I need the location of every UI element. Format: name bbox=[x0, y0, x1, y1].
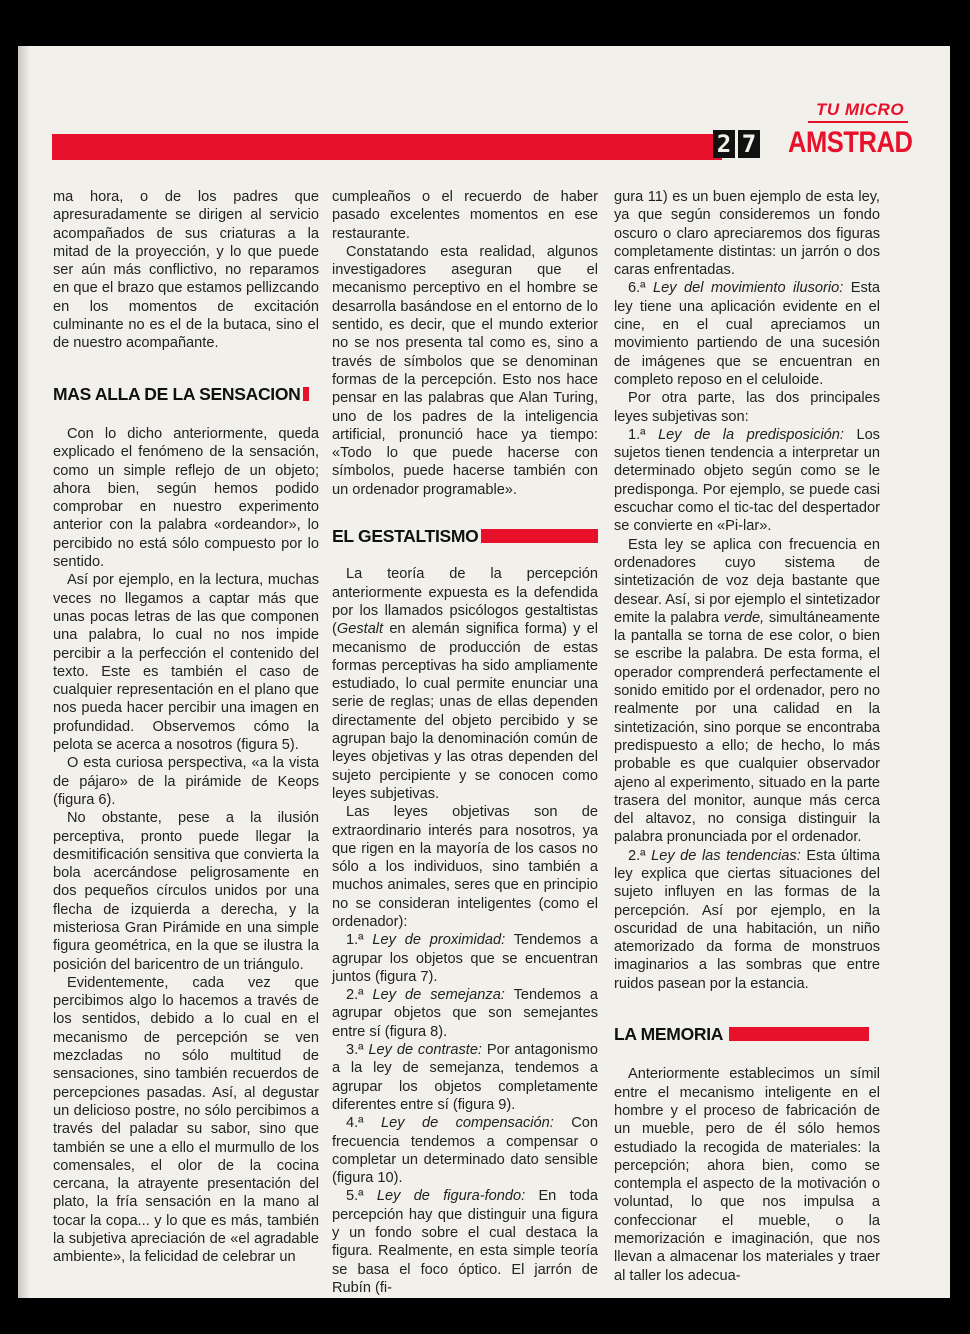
paragraph: Anteriormente establecimos un símil entre el mecanismo inteligente en el hombre y el proceso de fabricación de un mueble, pero de él sólo hemos estudiado la recogida de materiales: la percepción; ahora bien, como se contempla el aspecto de la motivación o voluntad, lo que nos impulsa a confeccionar el mueble, o la memorización e imaginación, que nos llevan a almacenar los materiales y traer al taller los adecua- bbox=[614, 1066, 880, 1284]
page-digit: 2 bbox=[713, 130, 735, 158]
magazine-name: TU MICRO bbox=[816, 100, 905, 119]
header-red-bar bbox=[52, 134, 722, 160]
law-number: 4.ª bbox=[346, 1115, 382, 1132]
column-2 bbox=[332, 188, 598, 1297]
law-item bbox=[614, 426, 880, 536]
law-item bbox=[614, 279, 880, 389]
law-item bbox=[332, 1187, 598, 1297]
heading-red-bar bbox=[729, 1027, 869, 1041]
text-run: en alemán significa forma) y el mecanismo de producción de estas formas perceptivas ha sido ampliamente estudiado, lo cual permite enunciar una serie de reglas; unas de ellas dependen directamente del objeto percibido y se agrupan bajo la denominación común de leyes objetivas y las otras dependen del sujeto percipiente y se conocen como leyes subjetivas. bbox=[332, 621, 598, 802]
paragraph bbox=[614, 536, 880, 847]
heading-text: MAS ALLA DE LA SENSACION bbox=[53, 383, 301, 404]
law-item bbox=[332, 1114, 598, 1187]
page-spine-shadow bbox=[18, 46, 30, 1298]
paragraph: Así por ejemplo, en la lectura, muchas veces no llegamos a captar más que unas pocas letras de las que componen una palabra, lo cual no nos impide percibir a la perfección el contenido del texto. Este es también el caso de cualquier representación en el plano que nos pueda hacer percibir una imagen en profundidad. Observemos cómo la pelota se acerca a nosotros (figura 5). bbox=[53, 572, 319, 754]
heading-red-bar bbox=[481, 529, 599, 543]
page-digit: 7 bbox=[738, 130, 760, 158]
italic-text: Gestalt bbox=[336, 621, 384, 638]
law-text: Esta ley tiene una aplicación evidente en el cine, en el cual apreciamos un movimiento partiendo de una sucesión de imágenes que se encuentran en completo reposo en el celuloide. bbox=[614, 280, 880, 388]
column-1 bbox=[53, 188, 319, 1267]
law-name: Ley de proximidad: bbox=[372, 932, 506, 949]
law-name: Ley de figura-fondo: bbox=[376, 1188, 526, 1205]
law-text: Tendemos a agrupar objetos que son semejantes entre sí (figura 8). bbox=[332, 987, 598, 1040]
text-run: simultáneamente la pantalla se torna de ese color, o bien se escribe la palabra. De esta forma, el operador comprenderá perfectamente el sonido emitido por el ordenador, pero no realmente por una calidad en la sintetización, sino porque se encontraba predispuesto a ello; de hecho, lo más probable es que cualquier observador ajeno al experimento, situado en la parte trasera del monitor, aunque más cerca del altavoz, no consiga distinguir la palabra pronunciada por el ordenador. bbox=[614, 609, 880, 846]
law-text: Por antagonismo a la ley de semejanza, tendemos a agrupar los objetos completamente diferentes entre sí (figura 9). bbox=[332, 1042, 598, 1113]
magazine-page bbox=[18, 46, 950, 1298]
brand-logo-text: AMSTRAD bbox=[788, 126, 913, 159]
column-3 bbox=[614, 188, 880, 1285]
law-number: 3.ª bbox=[346, 1042, 369, 1059]
paragraph: No obstante, pese a la ilusión perceptiva, pronto puede llegar la desmitificación sensitiva que convierta la bola acercándose peligrosamente en dos pequeños círculos unidos por una flecha de izquierda a derecha, y la misteriosa Gran Pirámide en una simple figura geométrica, en la que se ilustra la posición del baricentro de un triángulo. bbox=[53, 810, 319, 973]
paragraph: ma hora, o de los padres que apresuradamente se dirigen al servicio acompañados de sus criaturas a la mitad de la proyección, y lo que puede ser aún más conflictivo, no reparamos en que el brazo que estamos pellizcando en los momentos de excitación culminante no es el de la butaca, sino el de nuestro acompañante. bbox=[53, 189, 319, 352]
law-name: Ley de la predisposición: bbox=[658, 426, 844, 443]
law-number: 2.ª bbox=[628, 847, 652, 864]
paragraph: cumpleaños o el recuerdo de haber pasado excelentes momentos en ese restaurante. bbox=[332, 189, 598, 242]
law-number: 2.ª bbox=[346, 987, 373, 1004]
law-text: Esta última ley explica que ciertas situaciones del sujeto influyen en las formas de la percepción. Así por ejemplo, en la oscuridad de una habitación, un niño atemorizado da forma de monstruos imaginarios a las sombras que entre ruidos pasean por la estancia. bbox=[614, 847, 880, 992]
law-number: 5.ª bbox=[346, 1188, 377, 1205]
paragraph bbox=[332, 565, 598, 803]
law-name: Ley del movimiento ilusorio: bbox=[653, 280, 844, 297]
heading-text: LA MEMORIA bbox=[614, 1024, 724, 1045]
section-heading bbox=[614, 1025, 880, 1043]
magazine-underline bbox=[808, 121, 908, 123]
text-run: La teoría de la percepción anteriormente expuesta es la defendida por los llamados psicólogos gestaltistas ( bbox=[332, 566, 598, 638]
italic-text: verde, bbox=[723, 609, 765, 626]
law-item bbox=[614, 847, 880, 993]
law-name: Ley de contraste: bbox=[368, 1042, 482, 1059]
section-heading bbox=[53, 385, 319, 403]
law-item bbox=[332, 931, 598, 986]
law-name: Ley de semejanza: bbox=[372, 987, 505, 1004]
heading-text: EL GESTALTISMO bbox=[332, 526, 479, 547]
law-text: Los sujetos tienen tendencia a interpretar un determinado objeto según como se le predisponga. Por ejemplo, se puede casi escuchar como el tic-tac del despertador se convierte en «Pi-lar». bbox=[614, 426, 880, 535]
law-name: Ley de las tendencias: bbox=[651, 847, 801, 864]
law-item bbox=[332, 1041, 598, 1114]
law-name: Ley de compensación: bbox=[381, 1115, 554, 1132]
law-number: 6.ª bbox=[628, 280, 654, 297]
paragraph: Evidentemente, cada vez que percibimos algo lo hacemos a través de los sentidos, debido a lo cual en el mecanismo de percepción se ven mezcladas no sólo multitud de sensaciones, sino también recuerdos de percepciones pasadas. Así, al degustar un delicioso postre, no sólo percibimos a través del paladar su sabor, sino que también se une a ello el murmullo de los comensales, el olor de la cocina cercana, la atrayente presentación del plato, la fría sensación en la mano al tocar la copa... y lo que es más, también la subjetiva apreciación de «el agradable ambiente», la felicidad de celebrar un bbox=[53, 974, 319, 1266]
page-number bbox=[713, 130, 760, 158]
law-text: En toda percepción hay que distinguir una figura y un fondo sobre el cual destaca la figura. Realmente, en esta simple teoría se basa el foco óptico. El jarrón de Rubín (fi- bbox=[332, 1188, 598, 1296]
paragraph: O esta curiosa perspectiva, «a la vista de pájaro» de la pirámide de Keops (figura 6). bbox=[53, 755, 319, 808]
law-text: Con frecuencia tendemos a compensar o completar un determinado dato sensible (figura 10). bbox=[332, 1115, 598, 1187]
law-item bbox=[332, 986, 598, 1041]
paragraph: Constatando esta realidad, algunos investigadores aseguran que el mecanismo perceptivo en el hombre se desarrolla basándose en el entorno de lo sentido, es decir, que el mundo exterior no se nos presenta tal como es, sino a través de símbolos que se denominan formas de la percepción. Esto nos hace pensar en las palabras que Alan Turing, uno de los padres de la inteligencia artificial, pronunció hace ya tiempo: «Todo lo que puede hacerse con símbolos, puede hacerse también con un ordenador programable». bbox=[332, 243, 598, 498]
section-heading bbox=[332, 527, 598, 545]
law-number: 1.ª bbox=[346, 932, 373, 949]
paragraph: Con lo dicho anteriormente, queda explicado el fenómeno de la sensación, como un simple reflejo de un objeto; ahora bien, según hemos podido comprobar en nuestro experimento anterior con la palabra «ordeandor», lo percibido no está sólo compuesto por lo sentido. bbox=[53, 425, 319, 571]
paragraph: Las leyes objetivas son de extraordinario interés para nosotros, ya que rigen en la mayoría de los casos no sólo a los individuos, sino también a muchos animales, seres que en principio no se consideran inteligentes (como el ordenador): bbox=[332, 804, 598, 930]
law-number: 1.ª bbox=[628, 426, 659, 443]
heading-red-bar bbox=[303, 387, 309, 401]
text-run: Esta ley se aplica con frecuencia en ordenadores cuyo sistema de sintetización de voz deja bastante que desear. Así, si por ejemplo el sintetizador emite la palabra bbox=[614, 536, 880, 626]
paragraph: Por otra parte, las dos principales leyes subjetivas son: bbox=[614, 390, 880, 425]
law-text: Tendemos a agrupar los objetos que se encuentran juntos (figura 7). bbox=[332, 932, 598, 985]
paragraph: gura 11) es un buen ejemplo de esta ley, ya que según consideremos un fondo oscuro o claro apreciaremos dos figuras completamente distintas: un jarrón o dos caras enfrentadas. bbox=[614, 189, 880, 279]
